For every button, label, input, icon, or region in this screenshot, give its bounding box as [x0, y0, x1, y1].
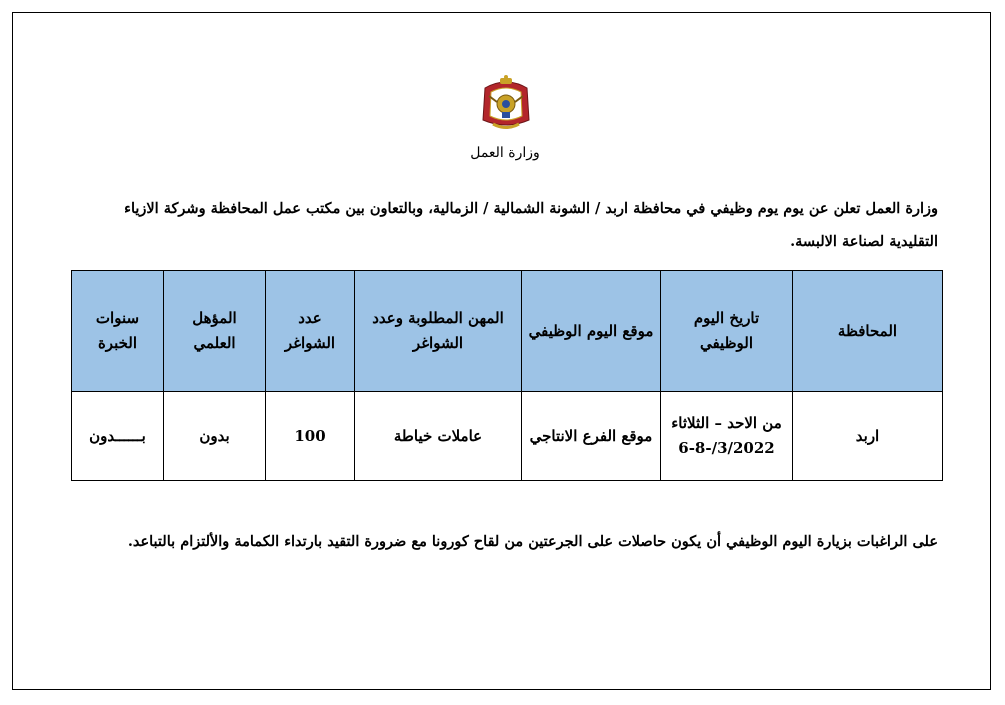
cell-qualification: بدون	[164, 392, 266, 481]
date-range-text: من الاحد – الثلاثاء	[671, 414, 782, 432]
requirements-note: على الراغبات بزيارة اليوم الوظيفي أن يكون حاصلات على الجرعتين من لقاح كورونا مع ضرورة التقيد بارتداء الكمامة والألتزام بالتباعد.	[127, 533, 938, 550]
job-day-table	[71, 270, 943, 481]
header-professions: المهن المطلوبة وعدد الشواغر	[355, 271, 522, 392]
cell-date	[661, 392, 793, 481]
header-location: موقع اليوم الوظيفي	[522, 271, 661, 392]
header-vacancies: عدد الشواغر	[266, 271, 355, 392]
table-header-row	[72, 271, 943, 392]
header-date: تاريخ اليوم الوظيفي	[661, 271, 793, 392]
cell-location: موقع الفرع الانتاجي	[522, 392, 661, 481]
date-value: 6-8-/3/2022	[678, 439, 775, 457]
cell-governorate: اربد	[793, 392, 943, 481]
header-experience: سنوات الخبرة	[72, 271, 164, 392]
cell-professions: عاملات خياطة	[355, 392, 522, 481]
header-governorate: المحافظة	[793, 271, 943, 392]
cell-vacancies: 100	[266, 392, 355, 481]
cell-experience: بــــــدون	[72, 392, 164, 481]
ministry-title: وزارة العمل	[470, 145, 540, 161]
intro-paragraph: وزارة العمل تعلن عن يوم يوم وظيفي في محافظة اربد / الشونة الشمالية / الزمالية، وبالتعاون بين مكتب عمل المحافظة وشركة الازياء التقليدية لصناعة الالبسة.	[124, 200, 938, 250]
table-row	[72, 392, 943, 481]
header-qualification: المؤهل العلمي	[164, 271, 266, 392]
coat-of-arms-icon	[479, 74, 533, 132]
